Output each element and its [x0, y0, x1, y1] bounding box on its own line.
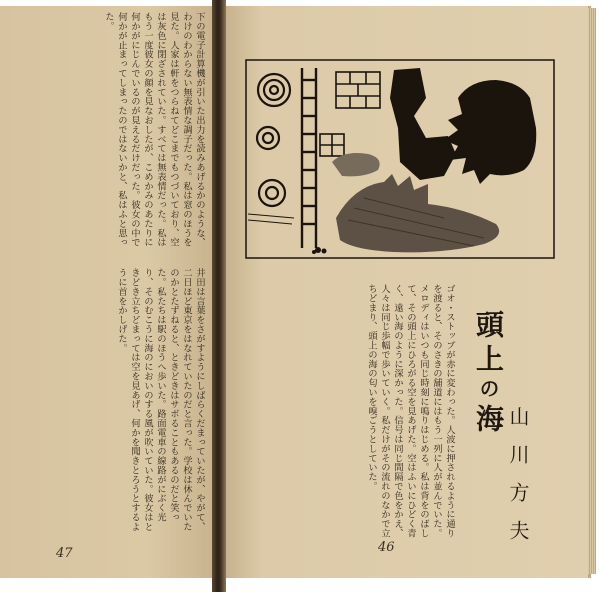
page-number-left: 47 [56, 546, 73, 561]
woodcut-illustration [244, 58, 556, 260]
page-stack-edge [588, 8, 596, 574]
title-end: 海 [472, 404, 505, 438]
title-particle: の [476, 378, 500, 404]
book-gutter [212, 0, 226, 592]
story-title [468, 310, 508, 438]
page-number-right: 46 [378, 540, 395, 555]
right-page-body-text: ゴオ・ストップが赤に変わった。人波に押されるように通りを渡ると、そのさきの舗道にはもう一列に人が並んでいた。メロディはいつも同じ時刻に鳴りはじめる。私は背をのばして、その頭上にひろがる空を見あげた。空はふいにひどく青く、遠い海のように深かった。信号は同じ間隔で色をかえ、人々は同じ歩幅で歩いていく。私だけがその流れのなかで立ちどまり、頭上の海の匂いを嗅ごうとしていた。 [366, 284, 455, 538]
left-page-upper-text: 下の電子計算機が引いた出力を読みあげるかのような、わけのわからない無表情な調子だった。私は窓のほうを見た。人家は軒をつらねてどこまでもつづいており、空は灰色に閉ざされていた。すべては無表情だった。私はもう一度彼女の顔を見なおしたが、こめかみのあたりに何かがにじんでいるのが見えるだけだった。彼女の中で何かが止まってしまったのではないかと、私はふと思った。 [103, 12, 205, 247]
title-main: 頭上 [472, 310, 505, 378]
author-name: 山川方夫 [506, 406, 530, 558]
left-page [0, 6, 212, 578]
right-page [226, 6, 591, 578]
illustration-svg [244, 58, 556, 260]
left-page-lower-text: 井田は言葉をさがすようにしばらくだまっていたが、やがて、二日ほど東京をはなれていたのだと言った。学校は休んでいたのかとたずねると、ときどきはサボることもあるのだと笑った。私たちは駅のほうへ歩いた。路面電車の線路がにぶく光り、そのむこうに海のにおいのする風が吹いていた。彼女はときどき立ちどまっては空を見あげ、何かを聞きとろうとするように首をかしげた。 [116, 268, 205, 532]
